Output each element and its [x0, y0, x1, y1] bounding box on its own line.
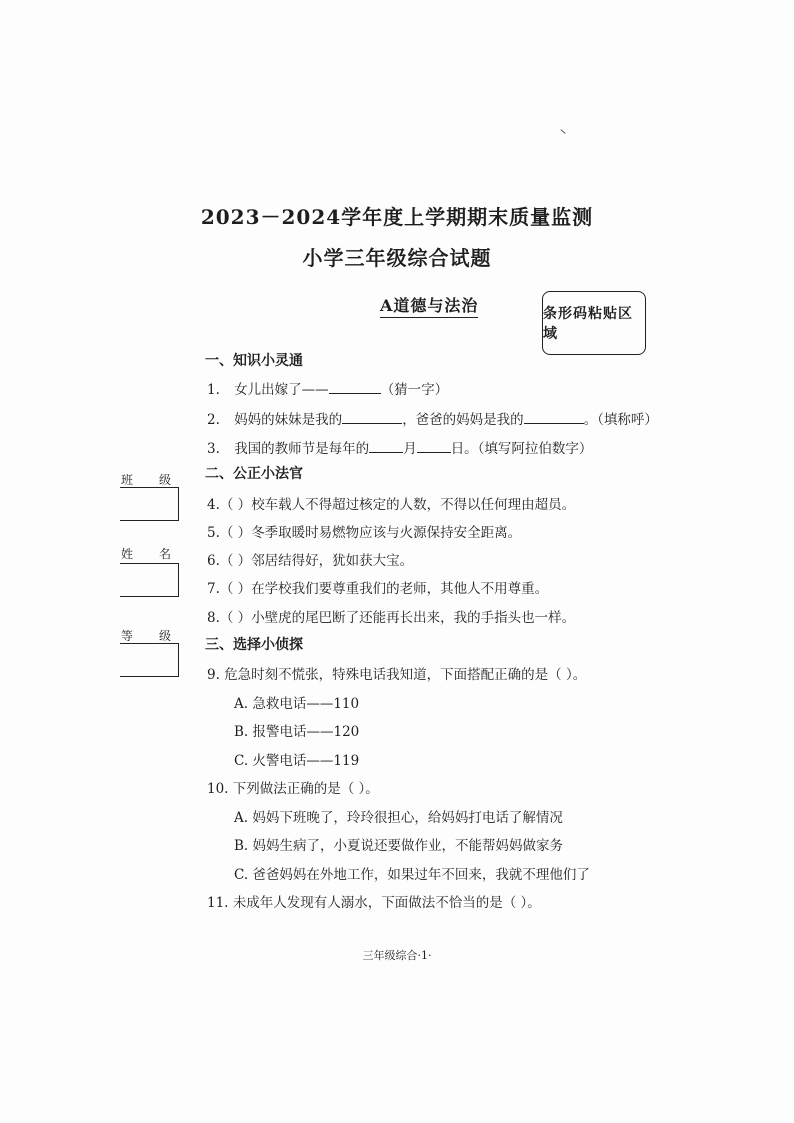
- question-text: 冬季取暖时易燃物应该与火源保持安全距离。: [251, 525, 522, 541]
- question-9-option-b[interactable]: B. 报警电话——120: [234, 724, 360, 740]
- question-10-option-b[interactable]: B. 妈妈生病了，小夏说还要做作业，不能帮妈妈做家务: [234, 838, 564, 854]
- class-label: 班级: [121, 473, 198, 487]
- question-1: [207, 378, 448, 398]
- class-field[interactable]: [120, 487, 179, 521]
- question-11-stem: 11. 未成年人发现有人溺水，下面做法不恰当的是（ ）。: [207, 895, 541, 911]
- question-6: [207, 549, 413, 569]
- question-9-option-c[interactable]: C. 火警电话——119: [234, 753, 360, 769]
- page-footer: 三年级综合·1·: [362, 949, 432, 962]
- subject-heading: A道德与法治: [380, 293, 478, 318]
- exam-subtitle: 小学三年级综合试题: [302, 246, 492, 270]
- grade-field[interactable]: [120, 643, 179, 677]
- question-number: 4.: [207, 497, 220, 513]
- question-text: 邻居结得好，犹如获大宝。: [251, 553, 414, 569]
- answer-paren[interactable]: （ ）: [219, 610, 252, 626]
- question-text: 妈妈的妹妹是我的: [234, 412, 343, 428]
- question-10-stem: 10. 下列做法正确的是（ ）。: [207, 781, 379, 797]
- question-9-stem: 9. 危急时刻不慌张，特殊电话我知道，下面搭配正确的是（ ）。: [207, 667, 587, 683]
- question-number: 5.: [207, 525, 220, 541]
- answer-blank[interactable]: [342, 411, 402, 424]
- answer-blank[interactable]: [417, 440, 451, 453]
- question-10-option-c[interactable]: C. 爸爸妈妈在外地工作，如果过年不回来，我就不理他们了: [234, 867, 590, 883]
- question-5: [207, 521, 521, 541]
- barcode-area-label: 条形码粘贴区域: [543, 306, 633, 342]
- question-text: 月: [403, 441, 417, 457]
- answer-paren[interactable]: （ ）: [219, 581, 252, 597]
- question-9-option-a[interactable]: A. 急救电话——110: [234, 696, 360, 712]
- question-10-option-a[interactable]: A. 妈妈下班晚了，玲玲很担心，给妈妈打电话了解情况: [234, 810, 563, 826]
- question-hint: （猜一字）: [380, 382, 449, 398]
- answer-paren[interactable]: （ ）: [219, 525, 252, 541]
- question-number: 8.: [207, 610, 220, 626]
- grade-label: 等级: [121, 629, 198, 643]
- section-knowledge: 一、知识小灵通: [205, 353, 303, 369]
- question-text: 校车载人不得超过核定的人数，不得以任何理由超员。: [251, 497, 576, 513]
- question-text: 小壁虎的尾巴断了还能再长出来，我的手指头也一样。: [251, 610, 576, 626]
- question-text: 我国的教师节是每年的: [234, 441, 370, 457]
- name-label: 姓名: [121, 547, 198, 561]
- answer-blank[interactable]: [329, 381, 381, 394]
- section-choice: 三、选择小侦探: [205, 637, 303, 653]
- barcode-area: [542, 291, 646, 355]
- question-number: 7.: [207, 581, 220, 597]
- section-judge: 二、公正小法官: [205, 466, 303, 482]
- question-number: 1.: [207, 382, 220, 398]
- answer-blank[interactable]: [369, 440, 403, 453]
- exam-title: 2023－2024学年度上学期期末质量监测: [200, 205, 594, 229]
- question-2: [207, 408, 658, 428]
- question-text: 在学校我们要尊重我们的老师，其他人不用尊重。: [251, 581, 549, 597]
- question-hint: 。（填称呼）: [583, 412, 658, 428]
- question-3: [207, 437, 592, 457]
- answer-paren[interactable]: （ ）: [219, 497, 252, 513]
- question-number: 6.: [207, 553, 220, 569]
- question-hint: 日。（填写阿拉伯数字）: [450, 441, 593, 457]
- answer-paren[interactable]: （ ）: [219, 553, 252, 569]
- question-number: 3.: [207, 441, 220, 457]
- question-8: [207, 606, 575, 626]
- question-number: 2.: [207, 412, 220, 428]
- question-4: [207, 493, 575, 513]
- scan-speck: [560, 129, 565, 134]
- name-field[interactable]: [120, 563, 179, 597]
- answer-blank[interactable]: [524, 411, 584, 424]
- question-text: ，爸爸的妈妈是我的: [402, 412, 524, 428]
- question-7: [207, 577, 548, 597]
- question-text: 女儿出嫁了——: [234, 382, 329, 398]
